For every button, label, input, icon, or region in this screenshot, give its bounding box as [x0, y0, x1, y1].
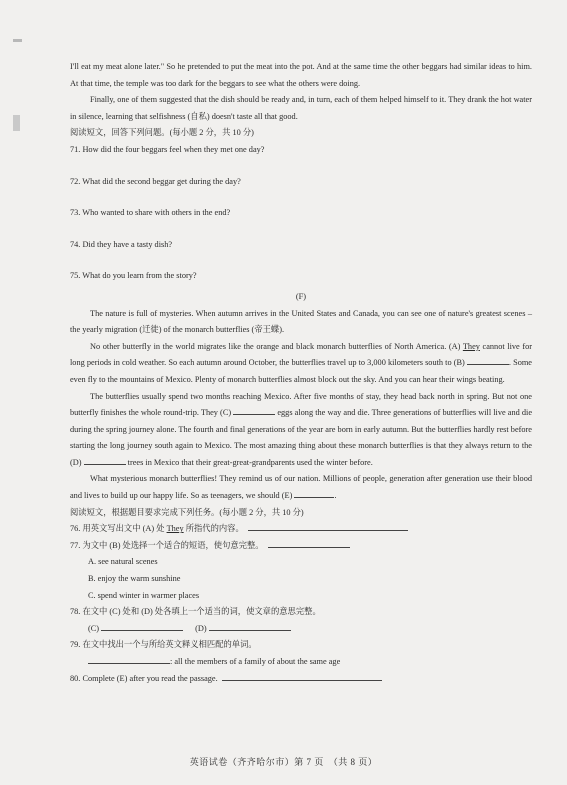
answer-space[interactable] [70, 253, 532, 268]
blank-d[interactable] [84, 455, 126, 465]
question-71: 71. How did the four beggars feel when they met one day? [70, 144, 265, 154]
passage-f-paragraph-1: The nature is full of mysteries. When autumn arrives in the United States and Canada, you can see one of nature's greatest scenes – the yearly migration (迁徙) of the monarch butterflies (帝王蝶). [70, 308, 532, 335]
passage-e-instruction: 阅读短文，回答下列问题。(每小题 2 分，共 10 分) [70, 128, 254, 138]
answer-space[interactable] [70, 222, 532, 237]
passage-e-paragraph-2: Finally, one of them suggested that the dish should be ready and, in turn, each of them helped himself to it. They drank the hot water in silence, learning that selfishness (自私) doesn't taste all that good. [70, 95, 532, 121]
answer-78c-field[interactable] [101, 621, 183, 631]
answer-76-field[interactable] [248, 521, 408, 531]
passage-f-paragraph-3: The butterflies usually spend two months reaching Mexico. After five months of stay, they head back north in spring. But not one butterfly finishes the whole round-trip. They (C) eggs along the way and die. Three generations of butterflies will live and die during the spring journey alone. The fourth and final generations of the year are born in early autumn. But the butterflies hardly rest before starting the long journey south again to Mexico. The most amazing thing about these monarch butterflies is that they always return to the (D) trees in Mexico that their great-great-grandparents used the winter before. [70, 391, 533, 467]
answer-80-field[interactable] [222, 671, 382, 681]
answer-78-row: (C) (D) [70, 621, 532, 638]
passage-f-paragraph-2: No other butterfly in the world migrates like the orange and black monarch butterflies of North America. (A) They cannot live for long periods in cold weather. So each autumn around October, the butterflies travel up to 3,000 kilometers south to (B) . Some even fly to the mountains of Mexico. Plenty of monarch butterflies almost block out the sky. And you can hear their wings beating. [70, 341, 532, 384]
answer-78d-field[interactable] [209, 621, 291, 631]
option-b: B. enjoy the warm sunshine [88, 574, 181, 584]
question-74: 74. Did they have a tasty dish? [70, 239, 173, 249]
page-footer: 英语试卷（齐齐哈尔市）第 7 页 （共 8 页） [189, 757, 378, 767]
question-76: 76. 用英文写出文中 (A) 处 They 所指代的内容。 [70, 521, 532, 538]
question-75: 75. What do you learn from the story? [70, 271, 197, 281]
question-72: 72. What did the second beggar get during the day? [70, 176, 241, 186]
passage-f-label: (F) [295, 291, 307, 301]
blank-c[interactable] [233, 405, 275, 415]
question-78: 78. 在文中 (C) 处和 (D) 处各填上一个适当的词，使文章的意思完整。 [70, 607, 321, 617]
blank-e[interactable] [294, 488, 334, 498]
question-80: 80. Complete (E) after you read the passage. [70, 671, 532, 688]
answer-79-row: : all the members of a family of about the same age [70, 654, 532, 671]
question-79: 79. 在文中找出一个与所给英文释义相匹配的单词。 [70, 640, 257, 650]
answer-space[interactable] [70, 159, 532, 174]
option-c: C. spend winter in warmer places [88, 590, 200, 600]
question-73: 73. Who wanted to share with others in the end? [70, 208, 231, 218]
binding-mark [13, 115, 20, 131]
scan-mark [13, 39, 22, 42]
question-77: 77. 为文中 (B) 处选择一个适合的短语，使句意完整。 [70, 538, 532, 555]
answer-79-field[interactable] [88, 654, 170, 664]
answer-77-field[interactable] [268, 538, 350, 548]
they-underlined: They [462, 341, 480, 351]
blank-b[interactable] [467, 355, 509, 365]
answer-space[interactable] [70, 190, 532, 205]
option-a: A. see natural scenes [88, 557, 158, 567]
page-content [70, 59, 532, 687]
passage-e-paragraph-1: I'll eat my meat alone later." So he pretended to put the meat into the pot. And at the same time the other beggars had similar ideas to him. At that time, the temple was too dark for the beggars to see what the others were doing. [70, 62, 532, 88]
passage-f-paragraph-4: What mysterious monarch butterflies! They remind us of our nation. Millions of people, generation after generation use their blood and lives to build up our happy life. So as teenagers, we should (E) . [70, 474, 532, 501]
passage-f-instruction: 阅读短文，根据题目要求完成下列任务。(每小题 2 分，共 10 分) [70, 507, 304, 517]
